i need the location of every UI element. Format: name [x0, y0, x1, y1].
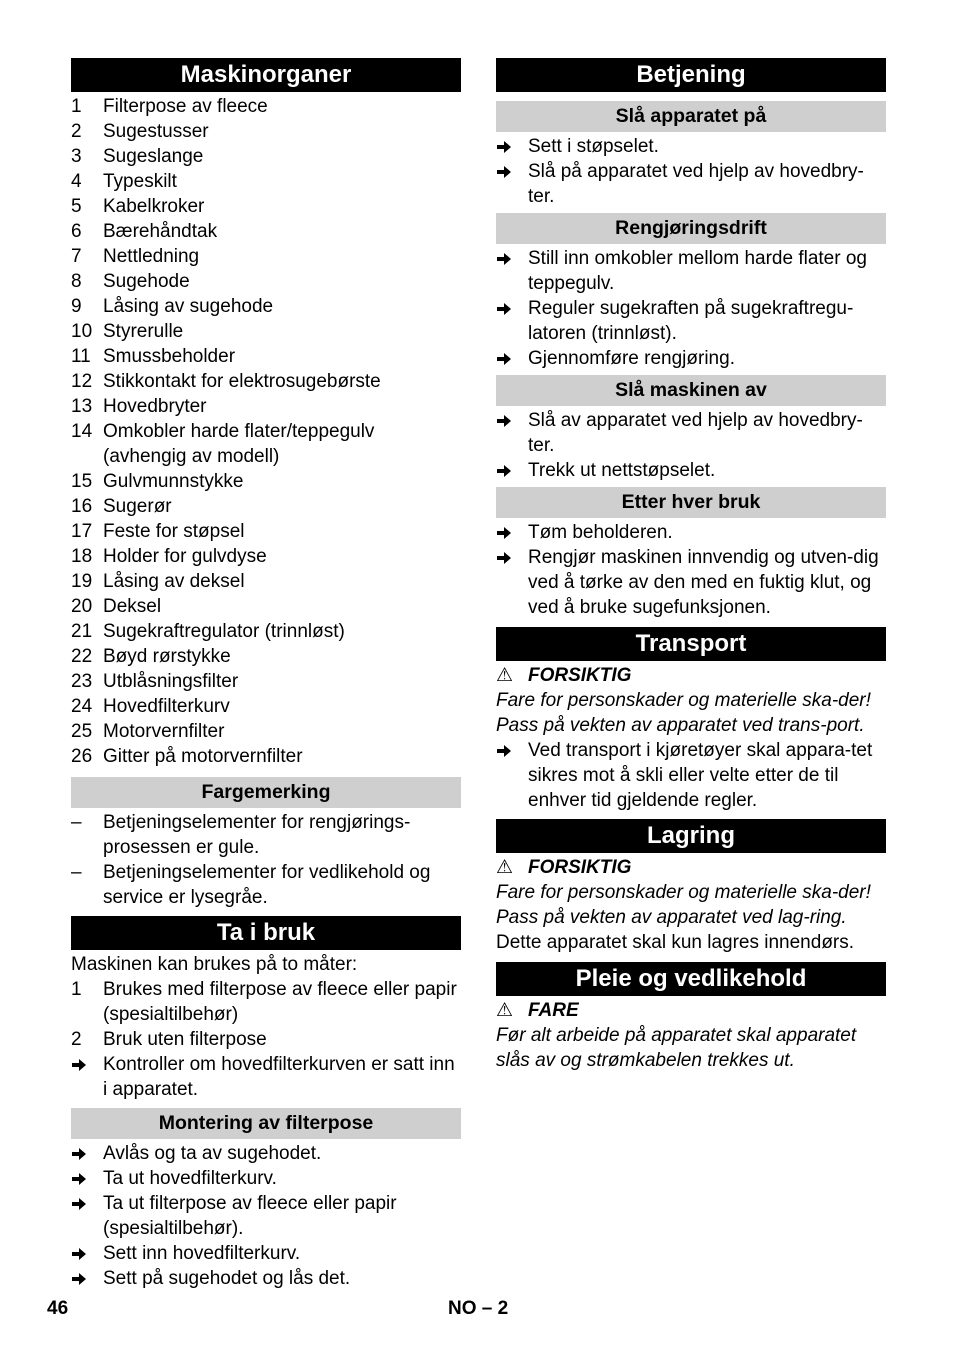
list-item	[496, 159, 886, 209]
switch-on-steps	[496, 134, 886, 209]
item-number: 26	[71, 746, 93, 767]
list-item	[71, 594, 461, 619]
parts-list	[71, 94, 461, 769]
item-text: Ved transport i kjøretøyer skal appara-tet sikres mot å skli eller velte etter de til enhver tid gjeldende regler.	[528, 740, 873, 811]
heading-sla-pa: Slå apparatet på	[496, 101, 886, 132]
item-number: 21	[71, 621, 93, 642]
arrow-right-icon	[71, 1241, 103, 1266]
item-text: Låsing av sugehode	[103, 296, 274, 317]
list-item	[496, 296, 886, 346]
after-use-steps	[496, 520, 886, 620]
item-text: Reguler sugekraften på sugekraftregu-latoren (trinnløst).	[528, 298, 854, 344]
heading-fargemerking: Fargemerking	[71, 777, 461, 808]
heading-sla-av: Slå maskinen av	[496, 375, 886, 406]
arrow-right-icon	[496, 458, 528, 483]
list-item	[496, 458, 886, 483]
arrow-right-icon	[496, 545, 528, 620]
item-number: 17	[71, 521, 93, 542]
right-column	[496, 58, 886, 1073]
list-item	[71, 419, 461, 469]
heading-betjening: Betjening	[496, 58, 886, 92]
list-item	[71, 1166, 461, 1191]
list-item	[496, 346, 886, 371]
item-text: Nettledning	[103, 246, 200, 267]
usage-check-list	[71, 1052, 461, 1102]
heading-ta-i-bruk: Ta i bruk	[71, 916, 461, 950]
page-number: 46	[47, 1298, 69, 1319]
item-number: 19	[71, 571, 93, 592]
item-number: 22	[71, 646, 93, 667]
item-number: 7	[71, 246, 82, 267]
list-item	[71, 569, 461, 594]
item-text: Hovedbryter	[103, 396, 207, 417]
item-number: 16	[71, 496, 93, 517]
list-item	[71, 469, 461, 494]
item-text: Styrerulle	[103, 321, 184, 342]
item-number: 20	[71, 596, 93, 617]
item-text: Trekk ut nettstøpselet.	[528, 460, 716, 481]
list-item	[71, 94, 461, 119]
item-number: 2	[71, 121, 82, 142]
item-number: 25	[71, 721, 93, 742]
item-text: Sugekraftregulator (trinnløst)	[103, 621, 345, 642]
arrow-right-icon	[496, 408, 528, 458]
item-text: Betjeningselementer for rengjørings-prosessen er gule.	[103, 812, 411, 858]
usage-mode-list	[71, 977, 461, 1052]
storage-warning-text: Fare for personskader og materielle ska-der! Pass på vekten av apparatet ved lag-ring.	[496, 882, 871, 928]
dash-bullet: –	[71, 862, 82, 883]
item-text: Ta ut hovedfilterkurv.	[103, 1168, 277, 1189]
list-item	[71, 619, 461, 644]
arrow-right-icon	[496, 346, 528, 371]
list-item	[71, 644, 461, 669]
item-text: Betjeningselementer for vedlikehold og service er lysegråe.	[103, 862, 431, 908]
item-number: 14	[71, 421, 93, 442]
list-item	[71, 519, 461, 544]
item-text: Tøm beholderen.	[528, 522, 673, 543]
item-text: Typeskilt	[103, 171, 177, 192]
item-number: 18	[71, 546, 93, 567]
arrow-right-icon	[496, 159, 528, 209]
list-item	[71, 1052, 461, 1102]
heading-lagring: Lagring	[496, 819, 886, 853]
list-item	[496, 408, 886, 458]
heading-transport: Transport	[496, 627, 886, 661]
list-item	[71, 319, 461, 344]
maintenance-warning-label: ⚠ FARE	[496, 1000, 579, 1021]
heading-pleie: Pleie og vedlikehold	[496, 962, 886, 996]
cleaning-steps	[496, 246, 886, 371]
list-item	[71, 1241, 461, 1266]
list-item	[71, 244, 461, 269]
arrow-right-icon	[496, 520, 528, 545]
list-item	[71, 744, 461, 769]
dash-bullet: –	[71, 812, 82, 833]
item-text: Bærehåndtak	[103, 221, 218, 242]
arrow-right-icon	[71, 1191, 103, 1241]
item-text: Bøyd rørstykke	[103, 646, 231, 667]
item-text: Ta ut filterpose av fleece eller papir (spesialtilbehør).	[103, 1193, 397, 1239]
list-item	[71, 669, 461, 694]
switch-off-steps	[496, 408, 886, 483]
list-item	[496, 738, 886, 813]
arrow-right-icon	[496, 738, 528, 813]
arrow-right-icon	[496, 134, 528, 159]
warning-icon: ⚠	[496, 1000, 514, 1021]
list-item	[71, 494, 461, 519]
item-text: Avlås og ta av sugehodet.	[103, 1143, 322, 1164]
storage-warning-label: ⚠ FORSIKTIG	[496, 857, 632, 878]
item-text: Omkobler harde flater/teppegulv (avhengig av modell)	[103, 421, 375, 467]
item-text: Gulvmunnstykke	[103, 471, 244, 492]
heading-montering: Montering av filterpose	[71, 1108, 461, 1139]
item-number: 9	[71, 296, 82, 317]
list-item	[496, 134, 886, 159]
list-item	[71, 719, 461, 744]
list-item	[71, 1191, 461, 1241]
color-coding-list	[71, 810, 461, 910]
warning-icon: ⚠	[496, 665, 514, 686]
item-text: Bruk uten filterpose	[103, 1029, 267, 1050]
list-item	[71, 810, 461, 860]
item-text: Smussbeholder	[103, 346, 236, 367]
item-number: 15	[71, 471, 93, 492]
list-item	[71, 119, 461, 144]
list-item	[71, 1027, 461, 1052]
list-item	[71, 369, 461, 394]
list-item	[71, 169, 461, 194]
list-item	[71, 269, 461, 294]
item-number: 8	[71, 271, 82, 292]
list-item	[71, 1141, 461, 1166]
item-text: Gitter på motorvernfilter	[103, 746, 303, 767]
item-text: Kabelkroker	[103, 196, 205, 217]
item-text: Sett i støpselet.	[528, 136, 659, 157]
list-item	[71, 344, 461, 369]
item-text: Sugeslange	[103, 146, 204, 167]
list-item	[71, 694, 461, 719]
item-number: 11	[71, 346, 91, 367]
item-number: 13	[71, 396, 93, 417]
section-code: NO – 2	[448, 1298, 509, 1319]
item-text: Motorvernfilter	[103, 721, 225, 742]
list-item	[496, 545, 886, 620]
item-text: Sugerør	[103, 496, 172, 517]
item-text: Sugehode	[103, 271, 190, 292]
arrow-right-icon	[496, 246, 528, 296]
item-text: Utblåsningsfilter	[103, 671, 239, 692]
heading-etter: Etter hver bruk	[496, 487, 886, 518]
item-text: Filterpose av fleece	[103, 96, 268, 117]
item-text: Kontroller om hovedfilterkurven er satt inn i apparatet.	[103, 1054, 455, 1100]
arrow-right-icon	[71, 1166, 103, 1191]
item-number: 1	[71, 979, 82, 1000]
list-item	[71, 977, 461, 1027]
filter-mounting-steps	[71, 1141, 461, 1291]
item-text: Sett inn hovedfilterkurv.	[103, 1243, 301, 1264]
transport-steps	[496, 738, 886, 813]
list-item	[496, 520, 886, 545]
list-item	[496, 246, 886, 296]
item-text: Brukes med filterpose av fleece eller papir (spesialtilbehør)	[103, 979, 457, 1025]
item-text: Holder for gulvdyse	[103, 546, 267, 567]
list-item	[71, 194, 461, 219]
item-number: 23	[71, 671, 93, 692]
item-number: 1	[71, 96, 82, 117]
item-text: Sett på sugehodet og lås det.	[103, 1268, 351, 1289]
list-item	[71, 219, 461, 244]
arrow-right-icon	[71, 1052, 103, 1102]
item-text: Rengjør maskinen innvendig og utven-dig ved å tørke av den med en fuktig klut, og ved å bruke sugefunksjonen.	[528, 547, 879, 618]
list-item	[71, 1266, 461, 1291]
heading-rengjoring: Rengjøringsdrift	[496, 213, 886, 244]
item-text: Slå av apparatet ved hjelp av hovedbry-ter.	[528, 410, 863, 456]
item-number: 3	[71, 146, 82, 167]
list-item	[71, 544, 461, 569]
item-number: 24	[71, 696, 93, 717]
heading-maskinorganer: Maskinorganer	[71, 58, 461, 92]
list-item	[71, 394, 461, 419]
item-text: Stikkontakt for elektrosugebørste	[103, 371, 381, 392]
item-number: 5	[71, 196, 82, 217]
list-item	[71, 860, 461, 910]
item-number: 12	[71, 371, 93, 392]
arrow-right-icon	[71, 1141, 103, 1166]
transport-warning-label: ⚠ FORSIKTIG	[496, 665, 632, 686]
maintenance-warning-text: Før alt arbeide på apparatet skal apparatet slås av og strømkabelen trekkes ut.	[496, 1025, 857, 1071]
item-number: 4	[71, 171, 82, 192]
item-text: Sugestusser	[103, 121, 209, 142]
item-text: Låsing av deksel	[103, 571, 245, 592]
item-number: 6	[71, 221, 82, 242]
ta-i-bruk-intro: Maskinen kan brukes på to måter:	[71, 954, 358, 975]
item-text: Still inn omkobler mellom harde flater og teppegulv.	[528, 248, 867, 294]
arrow-right-icon	[71, 1266, 103, 1291]
item-text: Deksel	[103, 596, 162, 617]
item-number: 2	[71, 1029, 82, 1050]
item-text: Gjennomføre rengjøring.	[528, 348, 735, 369]
left-column	[71, 58, 461, 1291]
list-item	[71, 294, 461, 319]
arrow-right-icon	[496, 296, 528, 346]
warning-icon: ⚠	[496, 857, 514, 878]
item-number: 10	[71, 321, 93, 342]
storage-text: Dette apparatet skal kun lagres innendørs.	[496, 932, 855, 953]
item-text: Slå på apparatet ved hjelp av hovedbry-ter.	[528, 161, 864, 207]
transport-warning-text: Fare for personskader og materielle ska-der! Pass på vekten av apparatet ved trans-port.	[496, 690, 871, 736]
item-text: Hovedfilterkurv	[103, 696, 230, 717]
item-text: Feste for støpsel	[103, 521, 245, 542]
list-item	[71, 144, 461, 169]
